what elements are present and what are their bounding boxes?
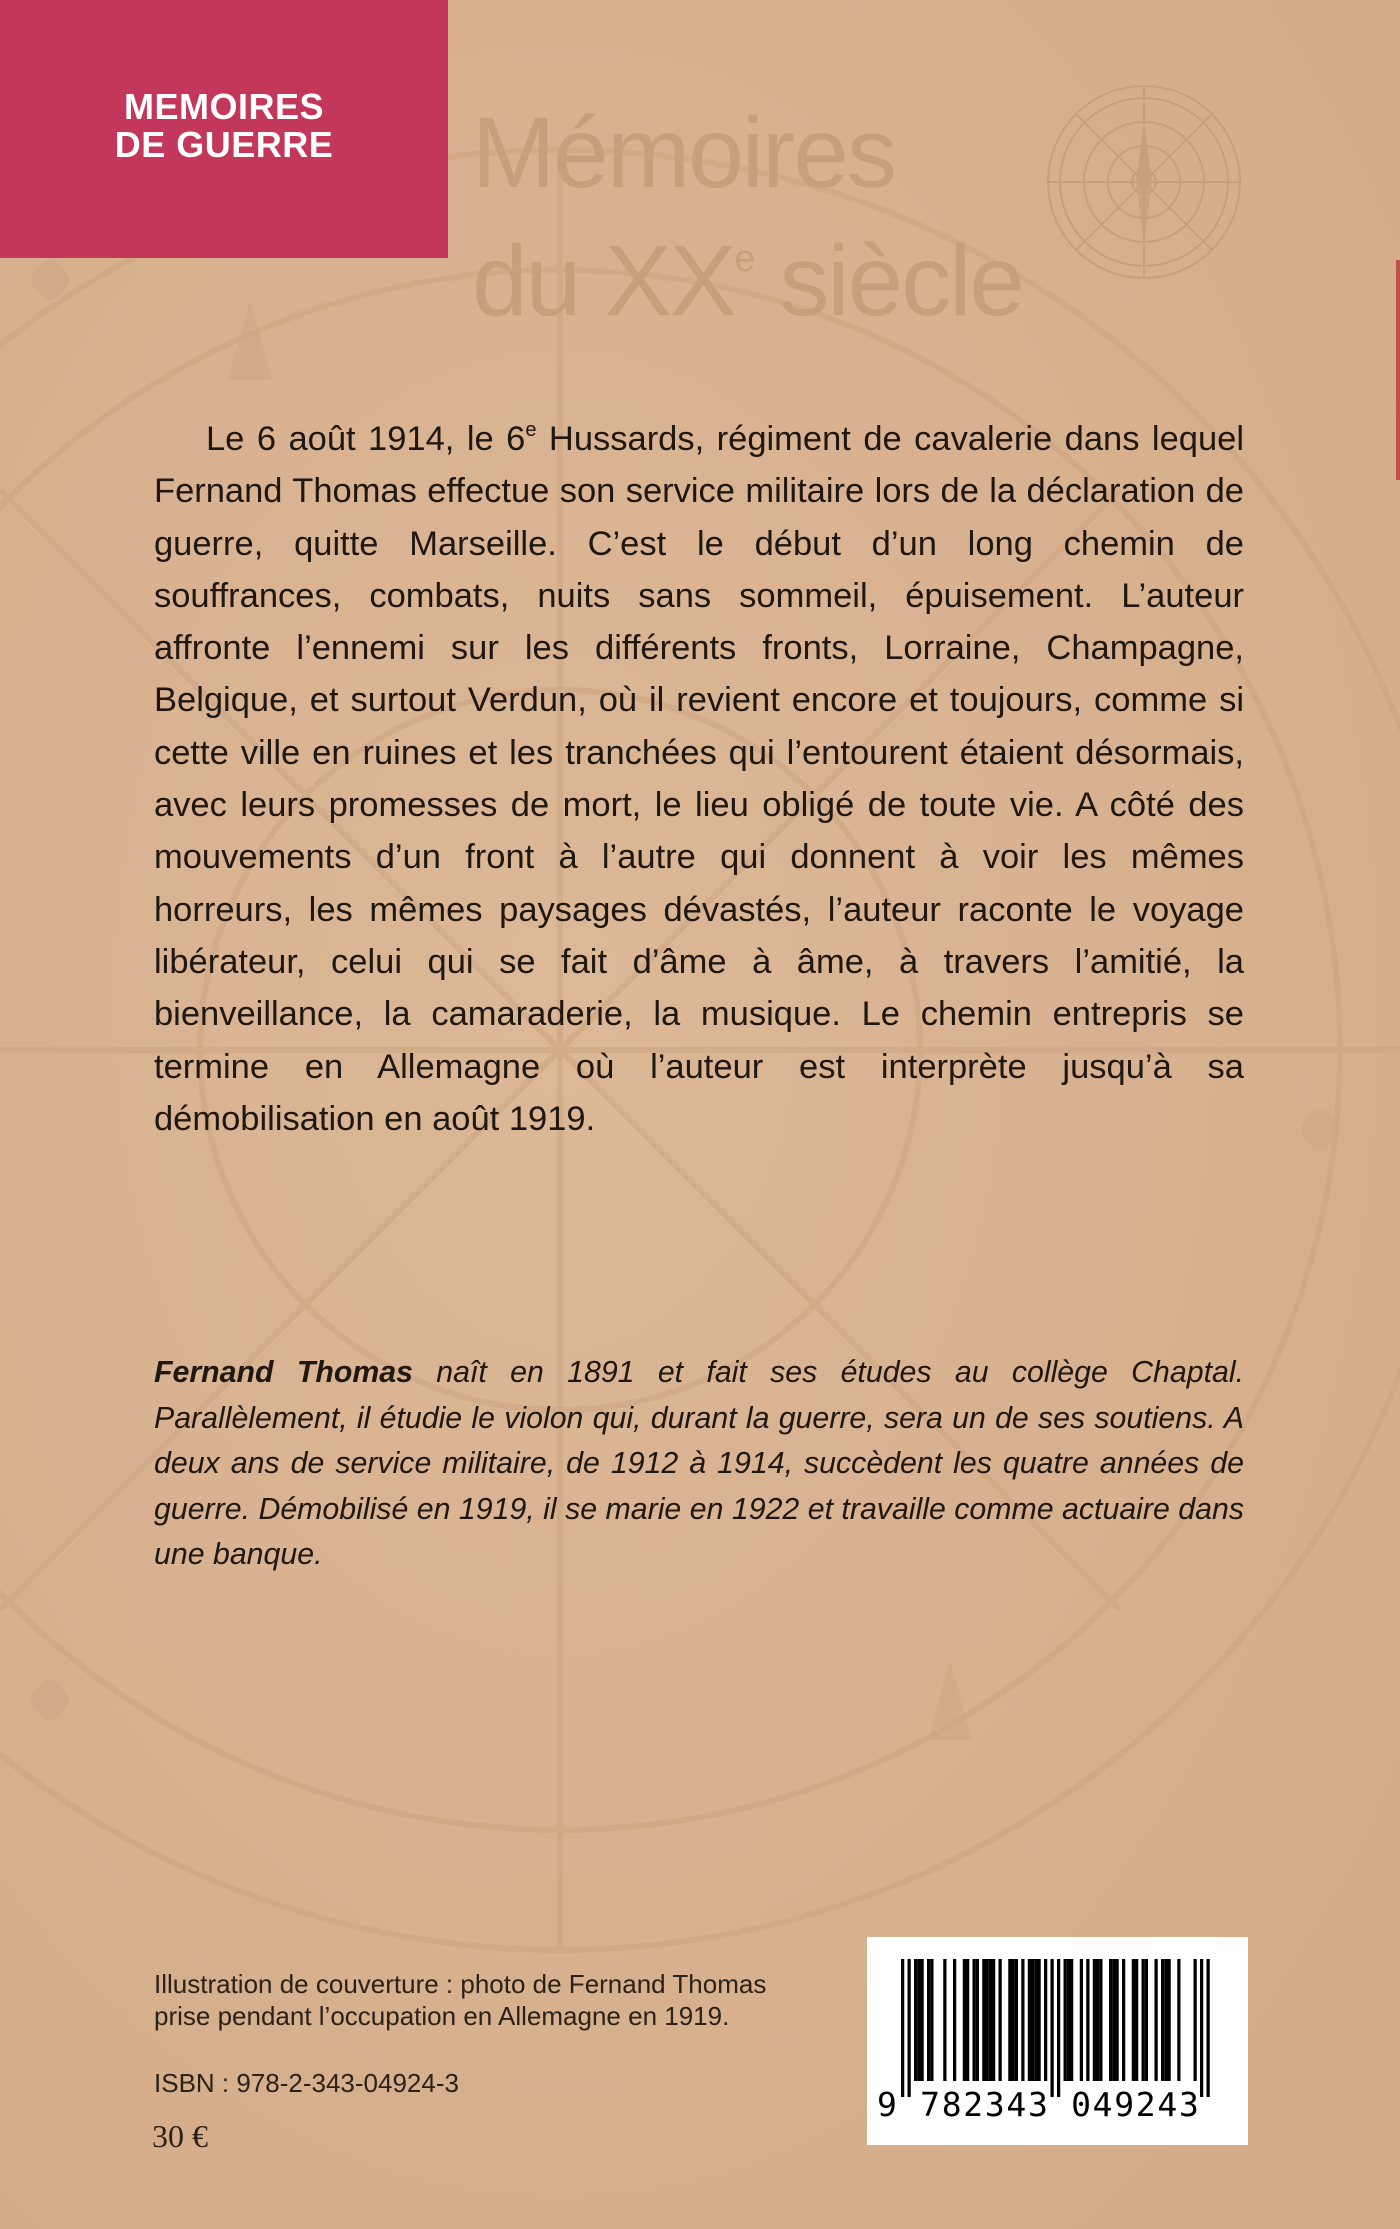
barcode-bar — [943, 1959, 946, 2081]
book-summary — [154, 404, 1244, 1145]
barcode-bar — [982, 1959, 985, 2081]
barcode-bar — [1057, 1959, 1060, 2097]
barcode-bar — [1064, 1959, 1067, 2081]
barcode-bar — [1164, 1959, 1167, 2081]
summary-part2: Hussards, régiment de cavalerie dans lequel Fernand Thomas effectue son service militaire lors de la déclaration de guerre, quitte Marseille. C’est le début d’un long chemin de souffrances, combats, nuits sans sommeil, épuisement. L’auteur affronte l’ennemi sur les différents fronts, Lorraine, Champagne, Belgique, et surtout Verdun, où il revient encore et toujours, comme si cette ville en ruines et les tranchées qui l’entourent étaient désormais, avec leurs promesses de mort, le lieu obligé de toute vie. A côté des mouvements d’un front à l’autre qui donnent à voir les mêmes horreurs, les mêmes paysages dévastés, l’auteur raconte le voyage libérateur, celui qui se fait d’âme à âme, à travers l’amitié, la bienveillance, la camaraderie, la musique. Le chemin entrepris se termine en Allemagne où l’auteur est interprète jusqu’à sa démobilisation en août 1919. — [154, 420, 1244, 1138]
barcode-bar — [1086, 1959, 1089, 2081]
barcode-bar — [986, 1959, 989, 2081]
series-banner — [0, 0, 448, 258]
barcode-bar — [1044, 1959, 1047, 2081]
barcode-bar — [1031, 1959, 1034, 2081]
collection-title-sup: e — [734, 238, 754, 280]
barcode-digits: 9 782343 049243 — [877, 2085, 1201, 2124]
barcode-bar — [1015, 1959, 1018, 2081]
barcode-bar — [921, 1959, 924, 2081]
barcode-bar — [930, 1959, 933, 2081]
barcode-bar — [1051, 1959, 1054, 2097]
barcode-bar — [966, 1959, 969, 2081]
barcode-bar — [992, 1959, 995, 2081]
barcode-bar — [973, 1959, 976, 2081]
series-label — [0, 88, 448, 164]
series-label-line1: MEMOIRES — [123, 86, 324, 127]
barcode-bar — [1142, 1959, 1145, 2081]
isbn: ISBN : 978-2-343-04924-3 — [154, 2068, 459, 2098]
credit-line1: Illustration de couverture : photo de Fernand Thomas — [154, 1969, 767, 1999]
barcode-bar — [1028, 1959, 1031, 2081]
collection-title-line1: Mémoires — [472, 97, 895, 209]
barcode-bar — [1200, 1959, 1203, 2097]
astronomical-clock-emblem — [1044, 82, 1244, 282]
barcode-bar — [1194, 1959, 1197, 2081]
barcode-bar — [1207, 1959, 1210, 2097]
barcode-bar — [1109, 1959, 1112, 2081]
barcode-bar — [1161, 1959, 1164, 2081]
author-name: Fernand Thomas — [154, 1356, 413, 1389]
barcode-bar — [901, 1959, 904, 2097]
barcode-bar — [989, 1959, 992, 2081]
cover-illustration-credit — [154, 1968, 854, 2032]
barcode-bar — [1177, 1959, 1180, 2081]
barcode-bar — [1067, 1959, 1070, 2081]
barcode-bar — [1116, 1959, 1119, 2081]
barcode-bar — [1038, 1959, 1041, 2081]
barcode-bar — [1012, 1959, 1015, 2081]
barcode-bar — [1112, 1959, 1115, 2081]
barcode-bar — [1008, 1959, 1011, 2081]
barcode-bar — [908, 1959, 911, 2097]
barcode-bar — [1093, 1959, 1096, 2081]
credit-line2: prise pendant l’occupation en Allemagne en 1919. — [154, 2001, 730, 2031]
summary-sup: e — [525, 419, 537, 441]
barcode-bar — [927, 1959, 930, 2081]
summary-part1: Le 6 août 1914, le 6 — [206, 420, 526, 458]
collection-title-line2 — [472, 206, 1024, 337]
barcode-bar — [1070, 1959, 1073, 2081]
collection-title — [472, 97, 1024, 337]
barcode-bar — [1021, 1959, 1024, 2081]
collection-title-prefix: du XX — [472, 225, 735, 337]
barcode-bar — [1122, 1959, 1125, 2081]
barcode-bar — [917, 1959, 920, 2081]
barcode-bar — [1168, 1959, 1171, 2081]
barcode — [867, 1937, 1248, 2145]
series-label-line2: DE GUERRE — [114, 124, 334, 165]
barcode-bar — [1099, 1959, 1102, 2081]
barcode-bar — [1132, 1959, 1135, 2081]
author-bio-text: naît en 1891 et fait ses études au collège Chaptal. Parallèlement, il étudie le violon qui, durant la guerre, sera un de ses soutiens. A deux ans de service militaire, de 1912 à 1914, succèdent les quatre années de guerre. Démobilisé en 1919, il se marie en 1922 et travaille comme actuaire dans une banque. — [154, 1356, 1245, 1571]
barcode-bar — [953, 1959, 956, 2081]
collection-title-suffix: siècle — [753, 225, 1024, 337]
barcode-bar — [1080, 1959, 1083, 2081]
barcode-bar — [976, 1959, 979, 2081]
barcode-bar — [963, 1959, 966, 2081]
edge-accent-line — [1396, 260, 1400, 480]
barcode-bar — [1155, 1959, 1158, 2081]
barcode-bar — [1034, 1959, 1037, 2081]
barcode-bar — [1135, 1959, 1138, 2081]
price: 30 € — [152, 2118, 208, 2154]
barcode-bar — [914, 1959, 917, 2081]
barcode-bar — [999, 1959, 1002, 2081]
author-bio — [154, 1350, 1244, 1578]
barcode-bar — [1096, 1959, 1099, 2081]
barcode-bar — [1145, 1959, 1148, 2081]
